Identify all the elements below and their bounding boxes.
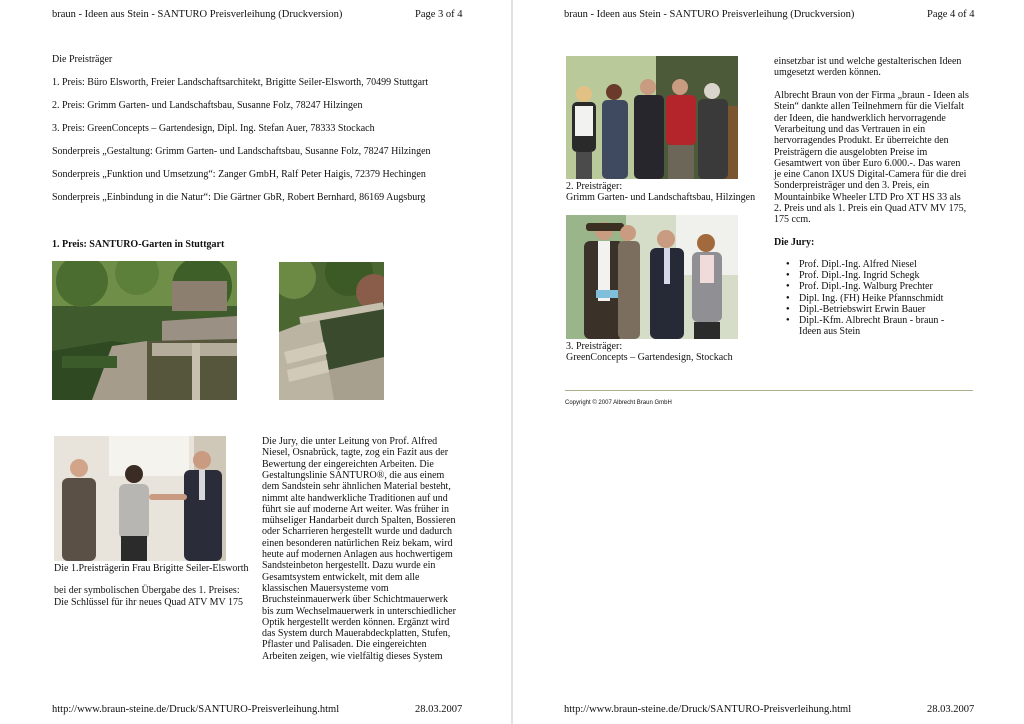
text-line: klassischen Mauersysteme vom [262,582,389,594]
text-line: Albrecht Braun von der Firma „braun - Ideen als [774,90,969,101]
jury-member: ● Prof. Dipl.-Ing. Ingrid Schegk [799,270,944,281]
text-line: Mountainbike Wheeler LTD Pro XT HS 33 als [774,191,961,203]
copyright-notice: Copyright © 2007 Albrecht Braun GmbH [565,400,672,406]
jury-member: ● Dipl.-Betriebswirt Erwin Bauer [799,304,944,315]
text-line: Gestaltungslinie SANTURO®, die aus einem [262,469,445,481]
text-line: Gesamtsystem entwickelt, mit dem alle [262,571,420,583]
third-prize-caption-line: 3. Preisträger: [566,341,623,352]
winner-item: Sonderpreis „Gestaltung: Grimm Garten- und Landschaftsbau, Susanne Folz, 78247 Hilzingen [52,146,431,157]
text-line: der Ideen, die handwerklich hervorragende [774,112,946,124]
photo-caption-line: Die 1.Preisträgerin Frau Brigitte Seiler-Elsworth [54,563,249,574]
text-line: Preisträgern die ausgelobten Preise im [774,146,928,158]
text-line: Niesel, Osnabrück, tagte, zog ein Fazit aus der [262,447,449,459]
winner-item: 1. Preis: Büro Elsworth, Freier Landschaftsarchitekt, Brigitte Seiler-Elsworth, 70499 Stuttgart [52,77,429,88]
garden-photo-pond [52,261,237,400]
photo-caption-line: Die Schlüssel für ihr neues Quad ATV MV 175 [54,597,244,608]
text-line: 175 ccm. [774,214,811,226]
text-line: bis zum Wechselmauerwerk in unterschiedlicher [262,605,456,617]
footer-date: 28.03.2007 [415,704,463,715]
text-line: 2. Preis und als 1. Preis ein Quad ATV MV 175, [774,203,967,214]
document-page-4 [513,0,1024,724]
text-line: Pflaster und Palisaden. Die eingereichten [262,639,427,651]
text-line: Stein“ dankte allen Teilnehmern für die Vielfalt [774,101,964,113]
second-prize-caption-line: 2. Preisträger: [566,181,623,192]
text-line: Sonderpreisträger und den 3. Preis, ein [774,180,930,192]
third-prize-caption-line: GreenConcepts – Gartendesign, Stockach [566,352,733,363]
winner-item: Sonderpreis „Funktion und Umsetzung“: Zanger GmbH, Ralf Peter Haigis, 72379 Hechingen [52,169,426,180]
text-line: einen besonderen natürlichen Reiz bekam, wird [262,537,453,549]
winner-item: Sonderpreis „Einbindung in die Natur“: Die Gärtner GbR, Robert Bernhard, 86169 Augsburg [52,192,426,203]
text-line: einsetzbar ist und welche gestalterischen Ideen [774,56,962,67]
text-line: hervorragendes Produkt. Er überreichte den [774,135,949,147]
text-line: Arbeiten zeigen, wie vielfältig dieses System [262,650,443,662]
text-line: Sandsteinbeton hergestellt. Dazu wurde ein [262,560,436,572]
garden-photo-steps [279,262,384,400]
text-line: je eine Canon IXUS Digital-Camera für die drei [774,169,967,181]
text-line: umgesetzt werden können. [774,67,881,79]
winner-item: 3. Preis: GreenConcepts – Gartendesign, Dipl. Ing. Stefan Auer, 78333 Stockach [52,123,375,134]
text-line: führt sie auf moderne Art weiter. Was früher in [262,503,450,515]
third-prize-photo [566,215,738,339]
page-header-number: Page 4 of 4 [927,9,975,20]
page-header-title: braun - Ideen aus Stein - SANTURO Preisverleihung (Druckversion) [52,9,343,20]
garden-heading: 1. Preis: SANTURO-Garten in Stuttgart [52,239,225,250]
text-line: Gesamtwert von über Euro 6.000.-. Das waren [774,157,961,169]
text-line: mühseliger Handarbeit durch Spalten, Bossieren [262,515,456,527]
jury-member: ● Prof. Dipl.-Ing. Walburg Prechter [799,281,944,292]
document-page-3 [0,0,511,724]
footer-url-link[interactable]: http://www.braun-steine.de/Druck/SANTURO-Preisverleihung.html [52,704,340,715]
footer-url-link[interactable]: http://www.braun-steine.de/Druck/SANTURO-Preisverleihung.html [564,704,852,715]
text-line: das System durch Mauerabdeckplatten, Stufen, [262,628,451,640]
text-line: nimmt alte handwerkliche Traditionen auf und [262,492,448,504]
jury-member: ● Dipl. Ing. (FH) Heike Pfannschmidt [799,293,944,304]
text-line: Bruchsteinmauerwerk über Schichtmauerwerk [262,594,449,606]
text-line: dem Sandstein sehr ähnlichen Material besteht, [262,481,451,493]
page-header-number: Page 3 of 4 [415,9,463,20]
photo-caption-line: bei der symbolischen Übergabe des 1. Preises: [54,585,240,596]
text-line: Optik hergestellt werden können. Ergänzt wird [262,616,450,628]
jury-member: ● Dipl.-Kfm. Albrecht Braun - braun - [799,315,944,326]
jury-member: ● Prof. Dipl.-Ing. Alfred Niesel [799,259,944,270]
second-prize-photo [566,56,738,179]
text-line: oder Scharrieren hergestellt wurde und dadurch [262,526,453,538]
footer-date: 28.03.2007 [927,704,975,715]
jury-members-list [774,259,944,337]
text-line: heute auf modernen Anlagen aus hochwertigem [262,549,453,560]
second-prize-caption-line: Grimm Garten- und Landschaftsbau, Hilzingen [566,192,756,203]
jury-heading: Die Jury: [774,237,815,248]
section-title: Die Preisträger [52,54,113,65]
jury-member: Ideen aus Stein [799,326,861,338]
winner-item: 2. Preis: Grimm Garten- und Landschaftsbau, Susanne Folz, 78247 Hilzingen [52,100,363,111]
footer-rule [565,390,973,391]
text-line: Die Jury, die unter Leitung von Prof. Alfred [262,436,438,447]
award-ceremony-photo [54,436,226,561]
text-line: Bewertung der eingereichten Arbeiten. Die [262,458,434,470]
page-header-title: braun - Ideen aus Stein - SANTURO Preisverleihung (Druckversion) [564,9,855,20]
text-line: Verarbeitung und das Vertrauen in ein [774,123,926,135]
